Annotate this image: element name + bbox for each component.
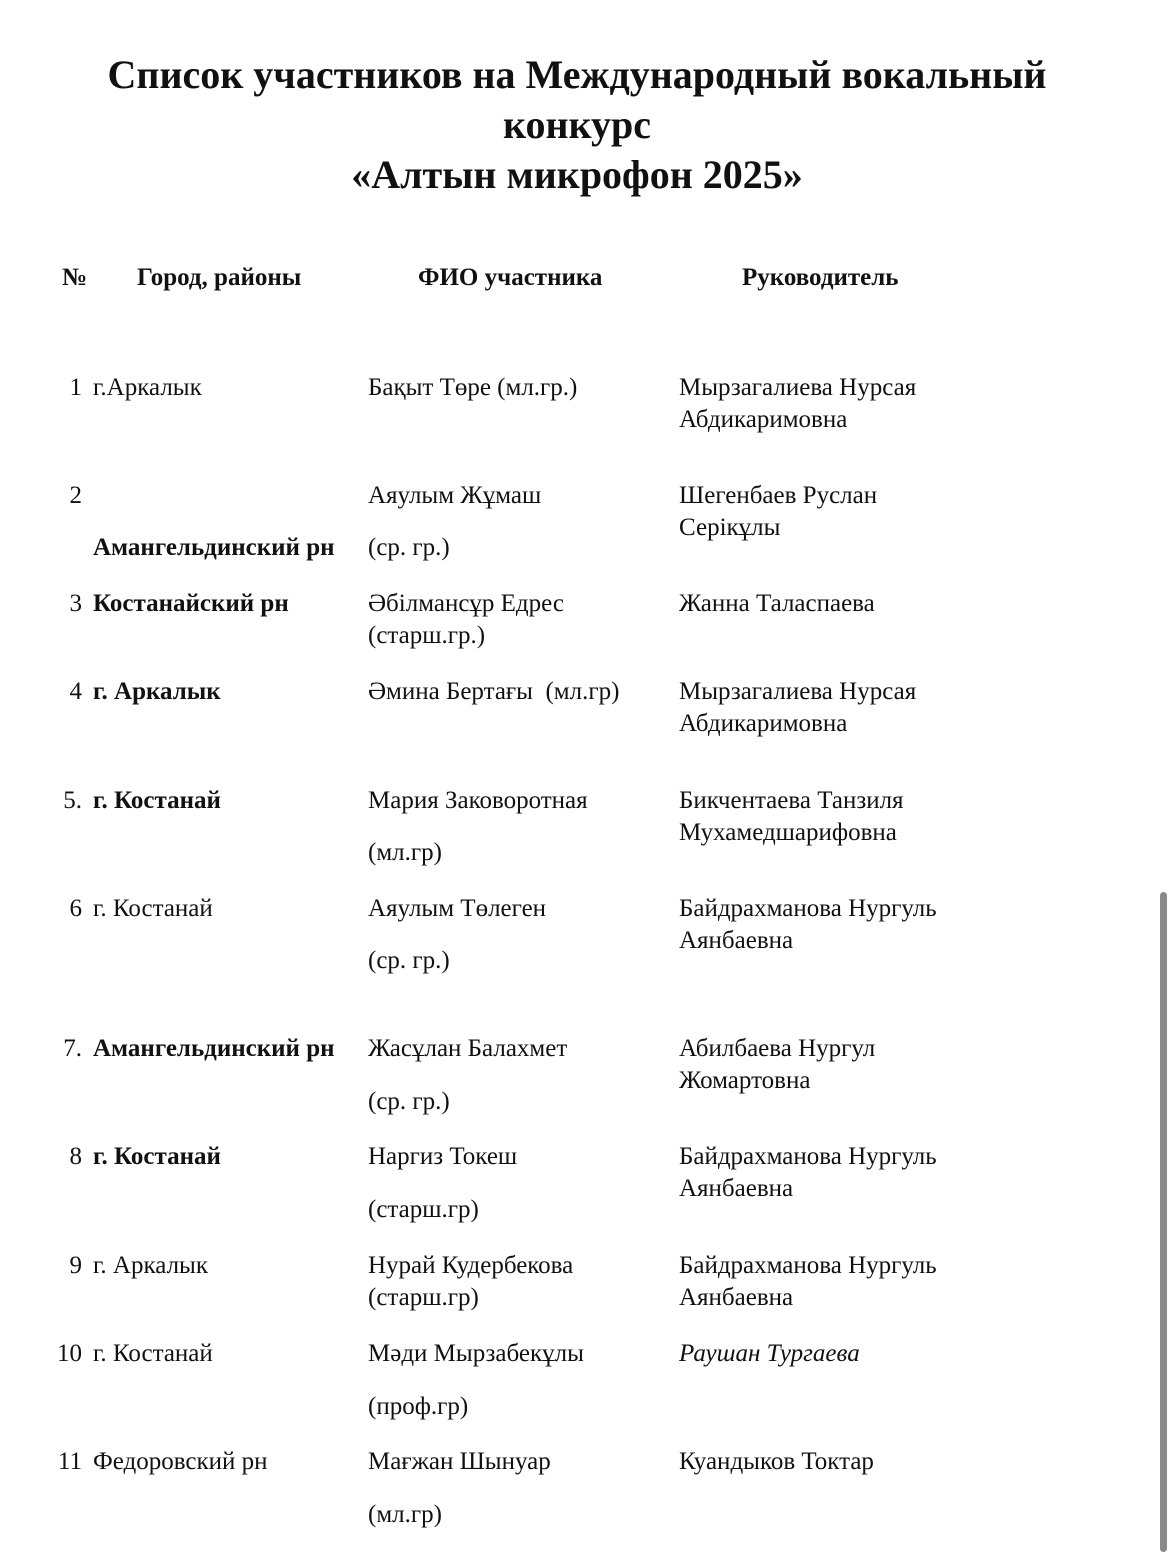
header-num: № xyxy=(62,264,88,291)
row-4-num: 4 xyxy=(69,678,82,705)
row-8-city: г. Костанай xyxy=(93,1143,221,1170)
row-4-leader-line-1: Мырзагалиева Нурсая xyxy=(679,678,917,705)
row-4-leader-line-2: Абдикаримовна xyxy=(679,710,848,737)
row-6-leader-line-2: Аянбаевна xyxy=(679,927,794,954)
row-7-num: 7. xyxy=(63,1035,82,1062)
row-5-num: 5. xyxy=(63,787,82,814)
row-9-name-line-2: (старш.гр) xyxy=(368,1284,479,1311)
row-7-leader-line-1: Абилбаева Нургул xyxy=(679,1035,876,1062)
row-1-leader-line-1: Мырзагалиева Нурсая xyxy=(679,374,917,401)
row-3-city: Костанайский рн xyxy=(93,590,289,617)
row-10-name-line-2: (проф.гр) xyxy=(368,1393,469,1420)
row-9-city: г. Аркалык xyxy=(93,1252,208,1279)
header-name: ФИО участника xyxy=(418,264,603,291)
row-1-leader-line-2: Абдикаримовна xyxy=(679,406,848,433)
row-5-name-line-1: Мария Заковоротная xyxy=(368,787,588,814)
row-6-leader-line-1: Байдрахманова Нургуль xyxy=(679,895,937,922)
vertical-scrollbar[interactable] xyxy=(1160,892,1167,1552)
row-9-num: 9 xyxy=(69,1252,82,1279)
row-5-leader-line-1: Бикчентаева Танзиля xyxy=(679,787,904,814)
row-7-leader-line-2: Жомартовна xyxy=(679,1067,811,1094)
row-2-num: 2 xyxy=(69,482,82,509)
row-3-leader: Жанна Таласпаева xyxy=(679,590,875,617)
row-6-name-line-1: Аяулым Төлеген xyxy=(368,895,547,922)
row-9-leader-line-1: Байдрахманова Нургуль xyxy=(679,1252,937,1279)
title-line-3: «Алтын микрофон 2025» xyxy=(351,152,803,197)
row-6-city: г. Костанай xyxy=(93,895,213,922)
row-2-leader-line-1: Шегенбаев Руслан xyxy=(679,482,878,509)
row-7-city: Амангельдинский рн xyxy=(93,1035,335,1062)
row-2-leader-line-2: Серікұлы xyxy=(679,514,781,541)
row-1-num: 1 xyxy=(69,374,82,401)
row-2-name-line-1: Аяулым Жұмаш xyxy=(368,482,542,509)
row-7-name-line-2: (ср. гр.) xyxy=(368,1088,450,1115)
row-10-leader: Раушан Тургаева xyxy=(679,1340,860,1367)
row-10-city: г. Костанай xyxy=(93,1340,213,1367)
row-8-name-line-1: Наргиз Токеш xyxy=(368,1143,518,1170)
title-line-2: конкурс xyxy=(502,102,652,147)
header-city: Город, районы xyxy=(137,264,302,291)
row-5-name-line-2: (мл.гр) xyxy=(368,839,442,866)
row-3-name-line-2: (старш.гр.) xyxy=(368,622,486,649)
row-5-leader-line-2: Мухамедшарифовна xyxy=(679,819,897,846)
row-3-num: 3 xyxy=(69,590,82,617)
row-11-name-line-1: Мағжан Шынуар xyxy=(368,1448,551,1475)
row-4-city: г. Аркалык xyxy=(93,678,221,705)
row-3-name-line-1: Әбілмансұр Едрес xyxy=(368,590,564,617)
row-8-name-line-2: (старш.гр) xyxy=(368,1196,479,1223)
row-10-name-line-1: Мәди Мырзабекұлы xyxy=(368,1340,584,1367)
row-7-name-line-1: Жасұлан Балахмет xyxy=(368,1035,568,1062)
row-8-leader-line-2: Аянбаевна xyxy=(679,1175,794,1202)
row-6-num: 6 xyxy=(69,895,82,922)
row-1-city: г.Аркалык xyxy=(93,374,202,401)
row-9-name-line-1: Нурай Кудербекова xyxy=(368,1252,574,1279)
row-5-city: г. Костанай xyxy=(93,787,221,814)
row-11-name-line-2: (мл.гр) xyxy=(368,1501,442,1528)
row-4-name: Әмина Бертағы (мл.гр) xyxy=(368,678,620,705)
header-leader: Руководитель xyxy=(742,264,899,291)
row-2-city: Амангельдинский рн xyxy=(93,534,335,561)
row-10-num: 10 xyxy=(57,1340,82,1367)
row-6-name-line-2: (ср. гр.) xyxy=(368,947,450,974)
title-line-1: Список участников на Международный вокальный xyxy=(107,52,1047,97)
row-2-name-line-2: (ср. гр.) xyxy=(368,534,450,561)
row-11-num: 11 xyxy=(57,1448,82,1475)
row-1-name: Бақыт Төре (мл.гр.) xyxy=(368,374,578,401)
row-9-leader-line-2: Аянбаевна xyxy=(679,1284,794,1311)
row-11-city: Федоровский рн xyxy=(93,1448,268,1475)
row-8-leader-line-1: Байдрахманова Нургуль xyxy=(679,1143,937,1170)
row-8-num: 8 xyxy=(69,1143,82,1170)
document-title xyxy=(0,50,1154,200)
row-11-leader: Куандыков Токтар xyxy=(679,1448,874,1475)
